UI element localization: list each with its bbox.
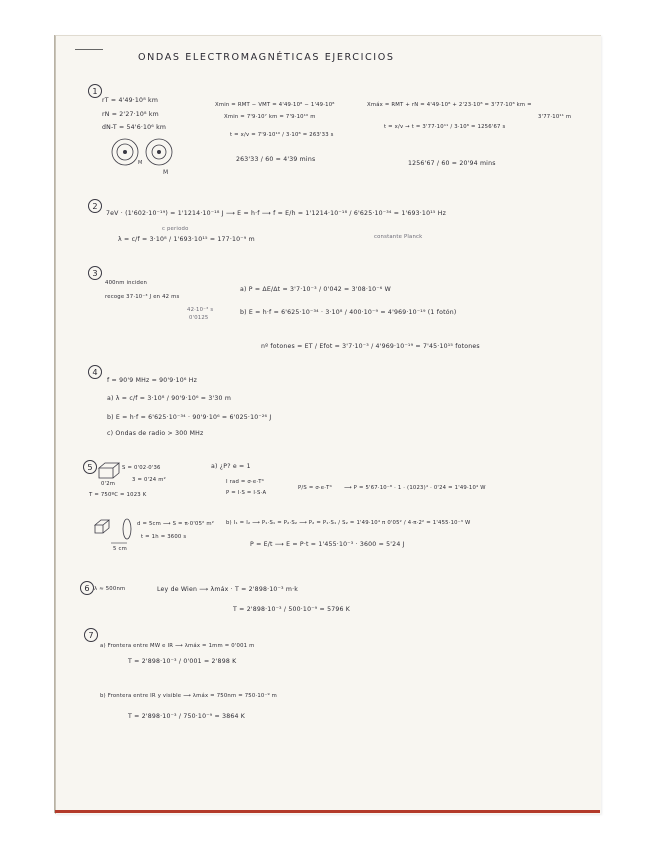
- exercise-number-4: 4: [88, 365, 102, 379]
- svg-text:M: M: [163, 169, 169, 176]
- s2-line: 7eV · (1'602·10⁻¹⁹) = 1'1214·10⁻¹⁸ J ⟶ E = h·f ⟶ f = E/h = 1'1214·10⁻¹⁸ / 6'625·10⁻³⁴ = 1'693·10¹⁵ Hz: [106, 210, 447, 217]
- s5-line: 5 cm: [113, 546, 127, 552]
- exercise-number-5: 5: [83, 460, 97, 474]
- s6-line: T = 2'898·10⁻³ / 500·10⁻⁹ = 5796 K: [233, 606, 351, 613]
- s5-line: b) I₁ = I₂ ⟶ P₁·S₁ = P₂·S₂ ⟶ P₂ = P₁·S₁ / S₂ = 1'49·10⁴ π 0'05² / 4·π·2² = 1'455·10⁻³ W: [226, 520, 471, 526]
- plate-drawing: [97, 462, 121, 480]
- s3-line: b) E = h·f = 6'625·10⁻³⁴ · 3·10⁸ / 400·10⁻⁹ = 4'969·10⁻¹⁹ (1 fotón): [240, 309, 457, 316]
- s6-line: Ley de Wien ⟶ λmáx · T = 2'898·10⁻³ m·k: [157, 586, 299, 593]
- s3-line: nº fotones = ET / Efot = 3'7·10⁻³ / 4'969·10⁻¹⁹ = 7'45·10¹⁵ fotones: [261, 343, 480, 350]
- s5-line: I rad = σ·e·T⁴: [226, 479, 264, 485]
- s5-line: 0'2m: [101, 481, 116, 487]
- s5-line: S = 0'02·0'36: [122, 465, 161, 471]
- s1-line: rT = 4'49·10⁸ km: [102, 97, 159, 104]
- s5-line: a) ¿P? e = 1: [211, 463, 251, 470]
- s1-line: Xmáx = RMT + rN = 4'49·10⁸ + 2'23·10⁸ = 3'77·10⁸ km =: [367, 102, 532, 108]
- s6-line: λ ≈ 500nm: [94, 586, 126, 592]
- s5-line: 3 = 0'24 m²: [132, 477, 166, 483]
- s1-line: Xmin = 7'9·10⁷ km = 7'9·10¹⁰ m: [224, 114, 316, 120]
- s2-note: c periodo: [162, 226, 189, 232]
- s1-line: t = x/v → t = 3'77·10¹¹ / 3·10⁸ = 1256'67 s: [384, 124, 506, 130]
- s3-line: a) P = ΔE/Δt = 3'7·10⁻³ / 0'042 = 3'08·10⁻⁶ W: [240, 286, 391, 293]
- s5-line: t = 1h = 3600 s: [141, 534, 187, 540]
- s7-line: b) Frontera entre IR y visible ⟶ λmáx = 750nm = 750·10⁻⁹ m: [100, 693, 278, 699]
- orbit-diagram: [103, 134, 183, 176]
- s1-line: Xmin = RMT − VMT = 4'49·10⁸ − 1'49·10⁸: [215, 102, 335, 108]
- page-title: ONDAS ELECTROMAGNÉTICAS EJERCICIOS: [138, 52, 395, 63]
- s7-line: T = 2'898·10⁻³ / 0'001 = 2'898 K: [128, 658, 237, 665]
- s5-line: P = I·S = I·S·A: [226, 490, 267, 496]
- exercise-number-1: 1: [88, 84, 102, 98]
- s1-line: 3'77·10¹¹ m: [538, 114, 572, 120]
- s3-note: 0'0125: [189, 315, 209, 321]
- s1-line: dN-T = 54'6·10⁶ km: [102, 124, 167, 131]
- s2-note: constante Planck: [374, 234, 423, 240]
- s7-line: a) Frontera entre MW e IR ⟶ λmáx = 1mm = 0'001 m: [100, 643, 255, 649]
- s1-line: 263'33 / 60 = 4'39 mins: [236, 156, 316, 163]
- s5-line: ⟶ P = 5'67·10⁻⁸ · 1 · (1023)⁴ · 0'24 = 1'49·10⁴ W: [344, 485, 486, 491]
- exercise-number-7: 7: [84, 628, 98, 642]
- s5-line: d = 5cm ⟶ S = π·0'05² m²: [137, 521, 215, 527]
- s4-line: c) Ondas de radio > 300 MHz: [107, 430, 204, 437]
- exercise-number-6: 6: [80, 581, 94, 595]
- exercise-number-2: 2: [88, 199, 102, 213]
- s5-line: T = 750ºC = 1023 K: [89, 492, 147, 498]
- s1-line: rN = 2'27·10⁸ km: [102, 111, 159, 118]
- s1-line: t = x/v = 7'9·10¹⁰ / 3·10⁸ = 263'33 s: [230, 132, 334, 138]
- s4-line: b) E = h·f = 6'625·10⁻³⁴ · 90'9·10⁶ = 6'025·10⁻²⁶ J: [107, 414, 272, 421]
- s4-line: f = 90'9 MHz = 90'9·10⁶ Hz: [107, 377, 198, 384]
- s2-line: λ = c/f = 3·10⁸ / 1'693·10¹⁵ = 177·10⁻⁹ m: [118, 236, 255, 243]
- s5-line: P = E/t ⟶ E = P·t = 1'455·10⁻³ · 3600 = 5'24 J: [250, 541, 405, 548]
- s3-line: recoge 37·10⁻³ J en 42 ms: [105, 294, 180, 300]
- disc-drawing: [93, 517, 139, 547]
- exercise-number-3: 3: [88, 266, 102, 280]
- s3-note: 42·10⁻³ s: [187, 307, 214, 313]
- svg-text:M: M: [138, 160, 143, 166]
- s4-line: a) λ = c/f = 3·10⁸ / 90'9·10⁶ = 3'30 m: [107, 395, 232, 402]
- s7-line: T = 2'898·10⁻³ / 750·10⁻⁹ = 3864 K: [128, 713, 246, 720]
- s5-line: P/S = σ·e·T⁴: [298, 485, 332, 491]
- page-bottom-edge: [55, 810, 600, 813]
- s3-line: 400nm inciden: [105, 280, 148, 286]
- s1-line: 1256'67 / 60 = 20'94 mins: [408, 160, 496, 167]
- margin-line: [75, 49, 103, 50]
